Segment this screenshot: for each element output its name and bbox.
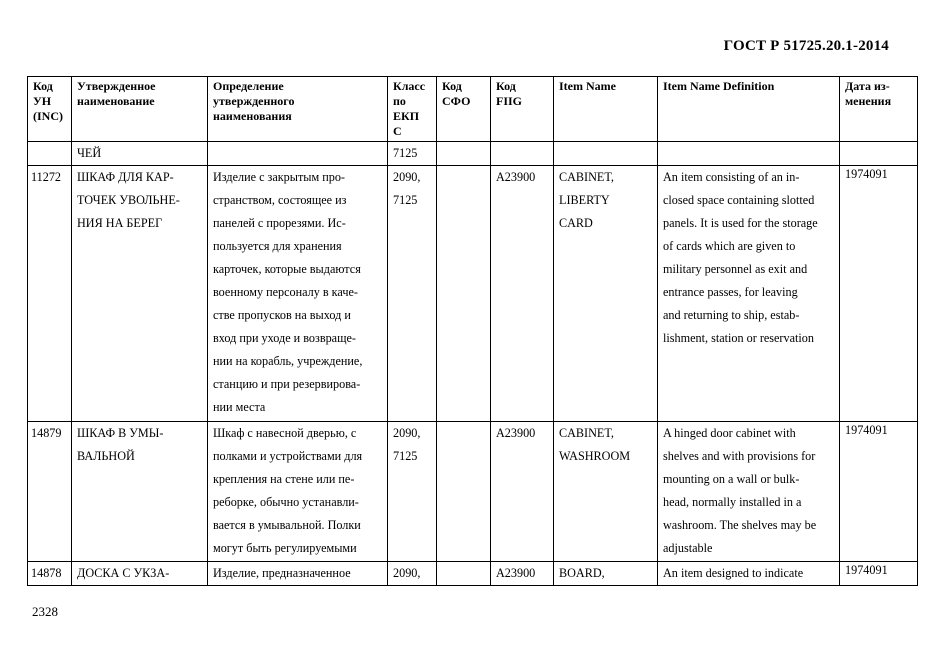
- approved-name-cell-line: ШКАФ ДЛЯ КАР-: [77, 170, 174, 184]
- header-line: Код: [442, 79, 462, 93]
- class-cell: [388, 562, 437, 586]
- item-name-definition-cell-line: An item consisting of an in-: [663, 170, 800, 184]
- fiig-code-cell: A23900: [491, 166, 554, 422]
- item-name-definition-cell-line: adjustable: [663, 541, 713, 555]
- header-line: Определение: [213, 79, 284, 93]
- item-name-cell-line: WASHROOM: [559, 449, 631, 463]
- sfo-code-cell: [437, 166, 491, 422]
- column-header-item-name-definition: [658, 77, 840, 142]
- cont-class-cell: 7125: [388, 142, 437, 166]
- item-name-definition-cell: [658, 562, 840, 586]
- definition-cell: [208, 166, 388, 422]
- column-header-sfo-code: [437, 77, 491, 142]
- catalog-table: [27, 76, 918, 586]
- item-name-definition-cell-line: mounting on a wall or bulk-: [663, 472, 800, 486]
- cont-def-cell: [208, 142, 388, 166]
- header-line: FIIG: [496, 94, 523, 108]
- definition-cell-line: Шкаф с навесной дверью, с: [213, 426, 357, 440]
- item-name-definition-cell-line: lishment, station or reservation: [663, 331, 814, 345]
- table-header-row: [28, 77, 918, 142]
- definition-cell-line: панелей с прорезями. Ис-: [213, 216, 346, 230]
- item-name-definition-cell-line: panels. It is used for the storage: [663, 216, 818, 230]
- cont-inc-cell: [28, 142, 72, 166]
- inc-cell: 14878: [28, 562, 72, 586]
- column-header-approved-name: [72, 77, 208, 142]
- class-cell-line: 2090,: [393, 426, 421, 440]
- header-line: СФО: [442, 94, 471, 108]
- cont-name-cell: ЧЕЙ: [72, 142, 208, 166]
- definition-cell-line: могут быть регулируемыми: [213, 541, 357, 555]
- column-header-inc: [28, 77, 72, 142]
- class-cell: [388, 422, 437, 562]
- item-name-definition-cell-line: shelves and with provisions for: [663, 449, 816, 463]
- table-row: [28, 166, 918, 422]
- approved-name-cell: [72, 562, 208, 586]
- cont-fiig-cell: [491, 142, 554, 166]
- sfo-code-cell: [437, 562, 491, 586]
- document-standard-header: ГОСТ Р 51725.20.1-2014: [723, 38, 889, 54]
- definition-cell-line: крепления на стене или пе-: [213, 472, 355, 486]
- definition-cell-line: нии на корабль, учреждение,: [213, 354, 363, 368]
- class-cell-line: 7125: [393, 449, 418, 463]
- header-line: по: [393, 94, 406, 108]
- item-name-definition-cell-line: closed space containing slotted: [663, 193, 815, 207]
- inc-cell: 14879: [28, 422, 72, 562]
- header-line: наименования: [213, 109, 292, 123]
- header-line: УН: [33, 94, 52, 108]
- class-cell-line: 2090,: [393, 566, 421, 580]
- page-number: 2328: [32, 604, 58, 619]
- cont-item-name-cell: [554, 142, 658, 166]
- item-name-cell-line: CABINET,: [559, 426, 614, 440]
- header-line: наименование: [77, 94, 155, 108]
- approved-name-cell-line: ВАЛЬНОЙ: [77, 449, 135, 463]
- definition-cell-line: Изделие, предназначенное: [213, 566, 351, 580]
- column-header-class: [388, 77, 437, 142]
- header-line: С: [393, 124, 402, 138]
- item-name-definition-cell-line: entrance passes, for leaving: [663, 285, 798, 299]
- item-name-definition-cell-line: An item designed to indicate: [663, 566, 804, 580]
- sfo-code-cell: [437, 422, 491, 562]
- item-name-cell: [554, 562, 658, 586]
- item-name-cell-line: CABINET,: [559, 170, 614, 184]
- definition-cell-line: стве пропусков на выход и: [213, 308, 351, 322]
- header-line: Дата из-: [845, 79, 890, 93]
- item-name-definition-cell-line: head, normally installed in a: [663, 495, 802, 509]
- table-row: [28, 562, 918, 586]
- header-line: ЕКП: [393, 109, 420, 123]
- header-line: Код: [496, 79, 516, 93]
- cont-sfo-cell: [437, 142, 491, 166]
- item-name-cell-line: CARD: [559, 216, 593, 230]
- item-name-cell-line: LIBERTY: [559, 193, 610, 207]
- definition-cell-line: полками и устройствами для: [213, 449, 363, 463]
- header-line: Код: [33, 79, 53, 93]
- class-cell: [388, 166, 437, 422]
- approved-name-cell-line: ШКАФ В УМЫ-: [77, 426, 164, 440]
- approved-name-cell-line: ДОСКА С УКЗА-: [77, 566, 170, 580]
- header-line: Утвержденное: [77, 79, 156, 93]
- definition-cell-line: Изделие с закрытым про-: [213, 170, 345, 184]
- cont-item-def-cell: [658, 142, 840, 166]
- header-line: менения: [845, 94, 892, 108]
- definition-cell-line: реборке, обычно устанавли-: [213, 495, 359, 509]
- class-cell-line: 7125: [393, 193, 418, 207]
- definition-cell-line: вается в умывальной. Полки: [213, 518, 361, 532]
- change-date-cell: 1974091: [840, 562, 918, 586]
- header-line: (INC): [33, 109, 63, 123]
- column-header-fiig-code: [491, 77, 554, 142]
- approved-name-cell-line: ТОЧЕК УВОЛЬНЕ-: [77, 193, 180, 207]
- header-line: Item Name: [559, 79, 616, 93]
- item-name-definition-cell-line: and returning to ship, estab-: [663, 308, 800, 322]
- table-row: [28, 422, 918, 562]
- definition-cell-line: вход при уходе и возвраще-: [213, 331, 356, 345]
- cont-date-cell: [840, 142, 918, 166]
- definition-cell-line: военному персоналу в каче-: [213, 285, 358, 299]
- item-name-definition-cell-line: of cards which are given to: [663, 239, 796, 253]
- definition-cell: [208, 422, 388, 562]
- column-header-change-date: [840, 77, 918, 142]
- item-name-definition-cell: [658, 422, 840, 562]
- item-name-definition-cell-line: A hinged door cabinet with: [663, 426, 796, 440]
- inc-cell: 11272: [28, 166, 72, 422]
- item-name-definition-cell-line: washroom. The shelves may be: [663, 518, 817, 532]
- fiig-code-cell: A23900: [491, 562, 554, 586]
- definition-cell-line: пользуется для хранения: [213, 239, 342, 253]
- header-line: Item Name Definition: [663, 79, 775, 93]
- class-cell-line: 2090,: [393, 170, 421, 184]
- definition-cell-line: карточек, которые выдаются: [213, 262, 361, 276]
- definition-cell-line: станцию и при резервирова-: [213, 377, 361, 391]
- definition-cell-line: нии места: [213, 400, 266, 414]
- column-header-item-name: [554, 77, 658, 142]
- definition-cell-line: странством, состоящее из: [213, 193, 347, 207]
- header-line: Класс: [393, 79, 426, 93]
- approved-name-cell: [72, 166, 208, 422]
- approved-name-cell: [72, 422, 208, 562]
- header-line: утвержденного: [213, 94, 295, 108]
- column-header-definition: [208, 77, 388, 142]
- continuation-row: [28, 142, 918, 166]
- definition-cell: [208, 562, 388, 586]
- item-name-cell: [554, 166, 658, 422]
- item-name-definition-cell: [658, 166, 840, 422]
- item-name-cell: [554, 422, 658, 562]
- fiig-code-cell: A23900: [491, 422, 554, 562]
- approved-name-cell-line: НИЯ НА БЕРЕГ: [77, 216, 163, 230]
- item-name-definition-cell-line: military personnel as exit and: [663, 262, 808, 276]
- item-name-cell-line: BOARD,: [559, 566, 605, 580]
- change-date-cell: 1974091: [840, 166, 918, 422]
- change-date-cell: 1974091: [840, 422, 918, 562]
